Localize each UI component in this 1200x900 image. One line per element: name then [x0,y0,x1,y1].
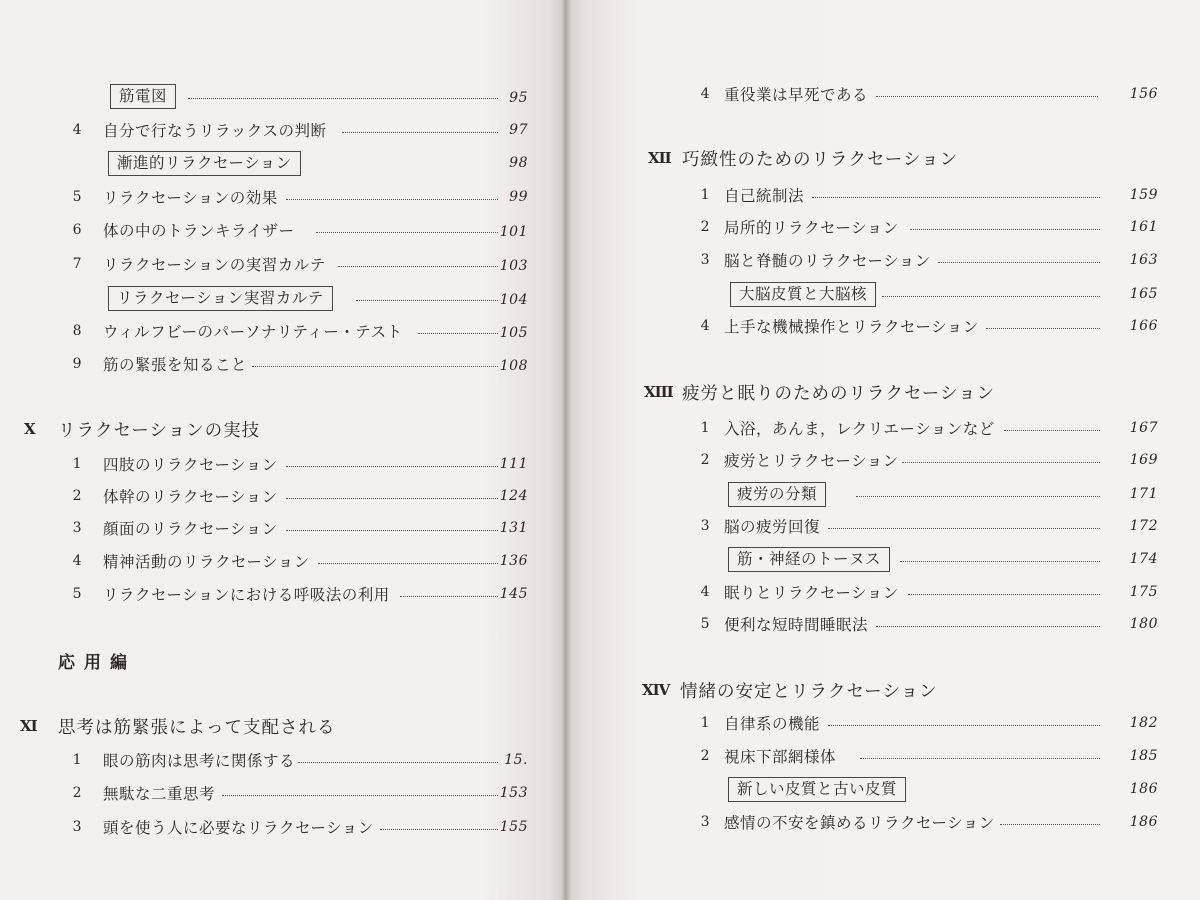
boxed-topic-label: 大脳皮質と大脳核 [730,282,876,307]
toc-entry [566,280,1196,308]
entry-label: 視床下部網様体 [724,748,837,766]
entry-label: 自分で行なうリラックスの判断 [103,122,327,140]
entry-label: 眠りとリラクセーション [724,584,899,602]
leader-dots [252,366,498,367]
entry-number: 6 [72,222,82,238]
entry-label: 上手な機械操作とリラクセーション [724,318,979,336]
entry-label: 局所的リラクセーション [724,219,899,237]
entry-label: 精神活動のリラクセーション [103,553,310,571]
toc-entry [0,350,560,378]
boxed-topic-label: 筋電図 [110,84,176,109]
chapter-numeral: XII [648,149,671,167]
entry-number: 1 [72,752,82,768]
boxed-topic-label: 新しい皮質と古い皮質 [728,777,906,802]
leader-dots [938,262,1100,263]
entry-label: 感情の不安を鎮めるリラクセーション [724,814,995,832]
book-gutter [561,0,571,900]
right-page [566,0,1200,900]
entry-label: 筋の緊張を知ること [103,356,248,374]
chapter-numeral: XIII [644,383,673,401]
section-title: 応用編 [58,653,136,673]
toc-entry [0,547,560,575]
entry-number: 4 [700,584,710,600]
chapter-title: 情緒の安定とリラクセーション [680,681,938,702]
leader-dots [876,96,1098,97]
toc-entry [566,775,1196,803]
toc-entry [0,82,560,110]
boxed-topic-label: 筋・神経のトーヌス [728,547,890,572]
entry-label: 疲労とリラクセーション [724,452,899,470]
entry-number: 3 [72,520,82,536]
leader-dots [910,229,1100,230]
toc-entry [566,545,1196,573]
toc-entry [566,578,1196,606]
entry-number: 2 [700,452,710,468]
toc-entry [566,512,1196,540]
entry-label: 体幹のリラクセーション [103,488,278,506]
page-number: 98 [509,155,528,171]
page-number: 166 [1129,318,1158,334]
leader-dots [828,725,1100,726]
entry-number: 3 [72,819,82,835]
toc-entry [0,746,560,774]
leader-dots [900,561,1100,562]
page-number: 165 [1129,286,1158,302]
entry-number: 3 [700,518,710,534]
page-number: 161 [1129,219,1158,235]
page-number: 182 [1129,715,1158,731]
page-number: 136 [499,553,528,569]
leader-dots [876,626,1100,627]
entry-number: 1 [700,187,710,203]
page-number: 153 [499,785,528,801]
page-number: 104 [499,292,528,308]
page-number: 105 [499,325,528,341]
toc-entry [0,514,560,542]
boxed-topic-label: 疲労の分類 [728,482,826,507]
toc-entry [0,250,560,278]
boxed-topic-label: リラクセーション実習カルテ [108,286,333,311]
entry-label: 入浴，あんま，レクリエーションなど [724,420,995,438]
page-number: 159 [1129,187,1158,203]
entry-number: 4 [72,553,82,569]
page-number: 156 [1129,86,1158,102]
leader-dots [856,496,1100,497]
toc-entry [0,216,560,244]
leader-dots [286,530,498,531]
chapter-heading-x [0,414,560,444]
chapter-numeral: XI [20,717,37,735]
entry-label: 脳と脊髄のリラクセーション [724,252,931,270]
leader-dots [188,98,498,99]
page-number: 111 [499,456,528,472]
toc-entry [566,709,1196,737]
entry-number: 3 [700,252,710,268]
leader-dots [1000,824,1100,825]
toc-entry [0,779,560,807]
toc-entry [0,149,560,177]
page-number: 163 [1129,252,1158,268]
page-number: 185 [1129,748,1158,764]
entry-label: リラクセーションにおける呼吸法の利用 [103,586,390,604]
entry-label: 重役業は早死である [724,86,869,104]
toc-entry [0,284,560,312]
toc-entry [0,813,560,841]
page-number: 155 [499,819,528,835]
leader-dots [222,795,498,796]
leader-dots [812,197,1100,198]
toc-entry [566,213,1196,241]
toc-entry [566,80,1196,108]
chapter-numeral: X [24,420,35,438]
toc-entry [0,317,560,345]
page-number: 172 [1129,518,1158,534]
toc-entry [0,450,560,478]
page-number: 15. [504,752,528,768]
entry-number: 4 [700,86,710,102]
entry-number: 5 [700,616,710,632]
chapter-numeral: XIV [642,681,670,699]
toc-entry [566,446,1196,474]
toc-entry [0,482,560,510]
chapter-title: リラクセーションの実技 [58,420,261,441]
chapter-heading-xiii [566,377,1196,407]
page-number: 175 [1129,584,1158,600]
toc-entry [566,181,1196,209]
toc-entry [566,808,1196,836]
entry-label: 脳の疲労回復 [724,518,821,536]
entry-label: 自己統制法 [724,187,805,205]
toc-entry [566,246,1196,274]
page-number: 169 [1129,452,1158,468]
left-page [0,0,566,900]
leader-dots [882,296,1100,297]
entry-label: 自律系の機能 [724,715,821,733]
leader-dots [286,466,498,467]
entry-label: リラクセーションの効果 [103,189,278,207]
page-number: 101 [499,224,528,240]
entry-number: 5 [72,189,82,205]
chapter-title: 思考は筋緊張によって支配される [58,717,336,738]
entry-number: 9 [72,356,82,372]
entry-label: ウィルフビーのパーソナリティー・テスト [103,323,403,341]
entry-label: 頭を使う人に必要なリラクセーション [103,819,374,837]
toc-entry [566,480,1196,508]
entry-number: 3 [700,814,710,830]
entry-number: 2 [72,488,82,504]
leader-dots [860,758,1100,759]
entry-number: 1 [72,456,82,472]
entry-label: 顔面のリラクセーション [103,520,278,538]
entry-number: 1 [700,420,710,436]
page-number: 174 [1129,551,1158,567]
entry-number: 4 [72,122,82,138]
entry-number: 2 [700,748,710,764]
page-number: 171 [1129,486,1158,502]
entry-number: 8 [72,323,82,339]
leader-dots [986,328,1100,329]
entry-label: 四肢のリラクセーション [103,456,278,474]
toc-entry [566,610,1196,638]
page-number: 145 [499,586,528,602]
entry-label: 無駄な二重思考 [103,785,216,803]
entry-number: 4 [700,318,710,334]
chapter-title: 疲労と眠りのためのリラクセーション [682,383,996,404]
leader-dots [908,594,1100,595]
page-number: 186 [1129,814,1158,830]
toc-entry [0,183,560,211]
page-number: 95 [509,90,528,106]
entry-number: 5 [72,586,82,602]
page-number: 124 [499,488,528,504]
entry-label: 体の中のトランキライザー [103,222,295,240]
entry-label: リラクセーションの実習カルテ [103,256,326,274]
entry-number: 2 [700,219,710,235]
leader-dots [902,462,1100,463]
toc-entry [566,414,1196,442]
entry-label: 眼の筋肉は思考に関係する [103,752,296,770]
page-number: 99 [509,189,528,205]
toc-entry [566,742,1196,770]
chapter-heading-xiv [566,675,1196,705]
toc-entry [0,116,560,144]
page-number: 180 [1129,616,1158,632]
leader-dots [286,498,498,499]
page-number: 97 [509,122,528,138]
page-number: 108 [499,358,528,374]
leader-dots [828,528,1100,529]
page-number: 186 [1129,781,1158,797]
page-number: 131 [499,520,528,536]
chapter-title: 巧緻性のためのリラクセーション [682,149,959,170]
entry-number: 7 [72,256,82,272]
toc-entry [0,580,560,608]
entry-number: 2 [72,785,82,801]
entry-label: 便利な短時間睡眠法 [724,616,869,634]
chapter-heading-xii [566,143,1196,173]
toc-entry [566,312,1196,340]
chapter-heading-xi [0,711,560,741]
page-number: 167 [1129,420,1158,436]
leader-dots [286,199,498,200]
page-number: 103 [499,258,528,274]
boxed-topic-label: 漸進的リラクセーション [108,151,301,176]
entry-number: 1 [700,715,710,731]
leader-dots [1004,430,1100,431]
